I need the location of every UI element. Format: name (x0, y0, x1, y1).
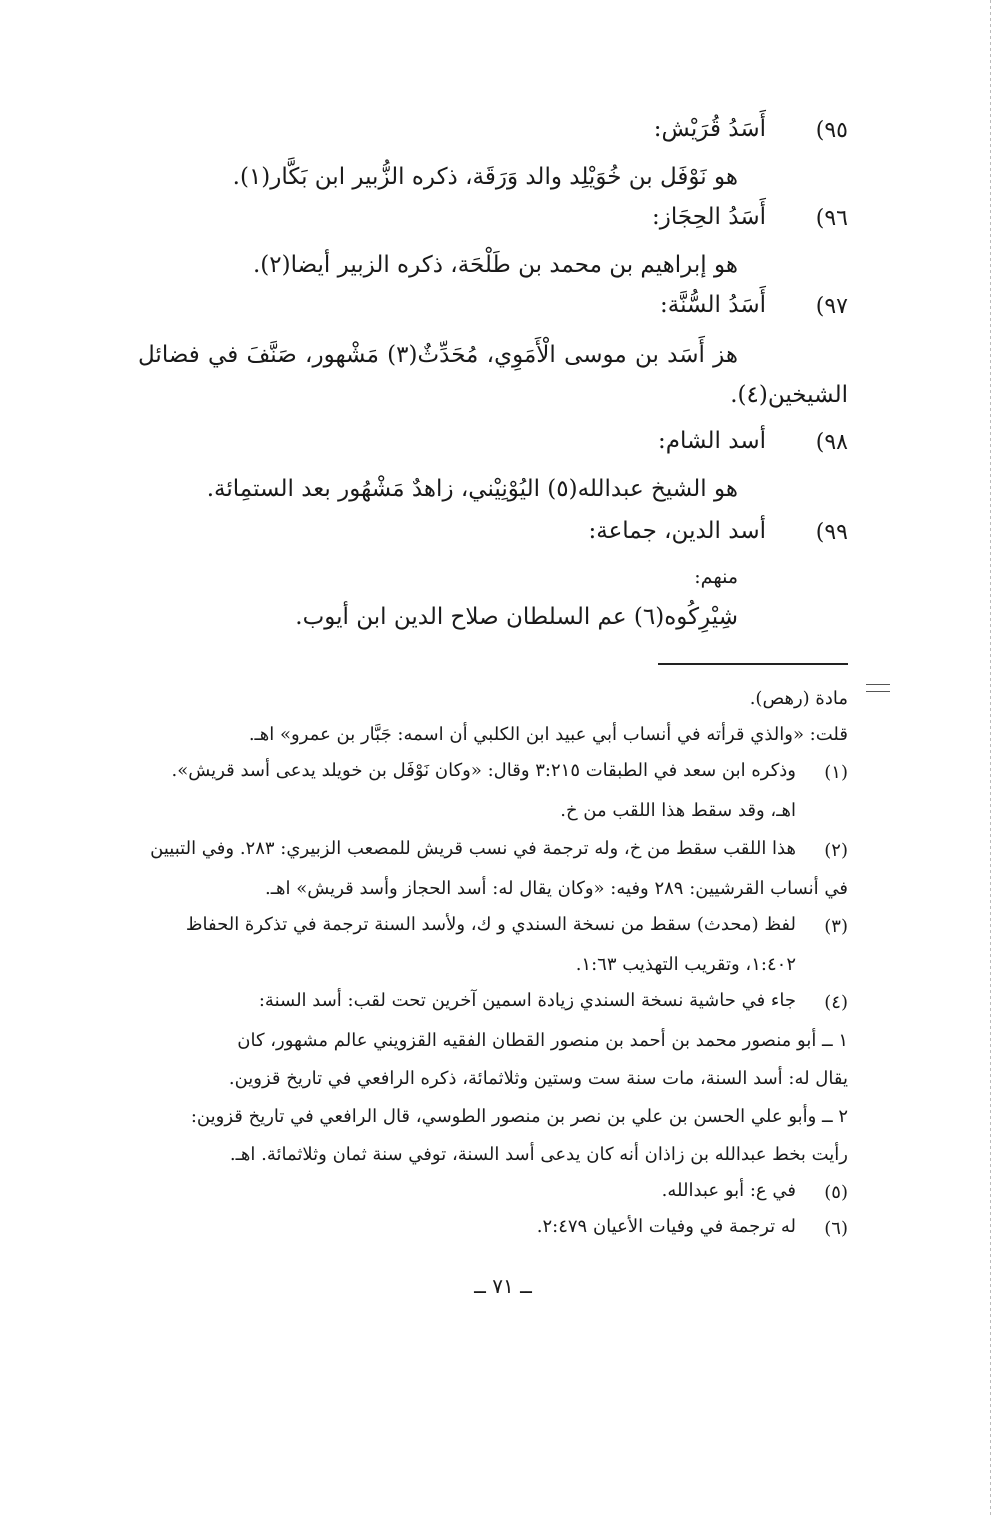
entry-title: أسد الدين، جماعة: (588, 518, 766, 544)
entry-text: هو إبراهيم بن محمد بن طَلْحَة، ذكره الزبير أيضا(٢). (252, 252, 738, 278)
entry-title: أَسَدُ السُّنَّة: (660, 292, 766, 318)
entry-text: هو نَوْفَل بن خُوَيْلِد والد وَرَقَة، ذكره الزُّبير ابن بَكَّار(١). (232, 164, 738, 190)
footnote-text: له ترجمة في وفيات الأعيان ٢:٤٧٩. (536, 1216, 796, 1237)
footnote-text: لفظ (محدث) سقط من نسخة السندي و ك، ولأسد السنة ترجمة في تذكرة الحفاظ (185, 914, 796, 935)
entry-text: شِيْرِكُوه(٦) عم السلطان صلاح الدين ابن أيوب. (295, 604, 738, 630)
footnote-text: ١:٤٠٢، وتقريب التهذيب ١:٦٣. (575, 954, 796, 975)
entry-number: ٩٨) (815, 430, 848, 455)
footnote-continuation: مادة (رهص). (749, 688, 848, 709)
footnote-number: (٥) (824, 1182, 848, 1203)
footnote-text: اهـ، وقد سقط هذا اللقب من خ. (560, 800, 796, 821)
footnote-number: (٣) (824, 916, 848, 937)
footnote-text: يقال له: أسد السنة، مات سنة ست وستين وثلاثمائة، ذكره الرافعي في تاريخ قزوين. (228, 1068, 848, 1089)
entry-number: ٩٥) (815, 118, 848, 143)
entry-number: ٩٩) (815, 520, 848, 545)
footnote-number: (٤) (824, 992, 848, 1013)
entry-number: ٩٦) (815, 206, 848, 231)
footnote-text: في أنساب القرشيين: ٢٨٩ وفيه: «وكان يقال له: أسد الحجاز وأسد قريش» اهـ. (265, 878, 848, 899)
footnote-divider (658, 663, 848, 665)
footnote-number: (٦) (824, 1218, 848, 1239)
entry-number: ٩٧) (815, 294, 848, 319)
entry-title: أَسَدُ قُرَيْش: (653, 116, 766, 142)
page-number: ــ ٧١ ــ (474, 1274, 532, 1298)
entry-text: هو الشيخ عبدالله(٥) اليُوْنِيْني، زاهدٌ مَشْهُور بعد الستمِائة. (206, 476, 738, 502)
entry-title: أَسَدُ الحِجَاز: (651, 204, 766, 230)
footnote-text: ٢ ــ وأبو علي الحسن بن علي بن نصر بن منصور الطوسي، قال الرافعي في تاريخ قزوين: (190, 1106, 848, 1127)
footnote-text: ١ ــ أبو منصور محمد بن أحمد بن منصور القطان الفقيه القزويني عالم مشهور، كان (237, 1030, 848, 1051)
footnote-text: في ع: أبو عبدالله. (661, 1180, 796, 1201)
margin-mark (866, 684, 890, 692)
entry-text: الشيخين(٤). (730, 382, 848, 408)
footnote-continuation: قلت: «والذي قرأته في أنساب أبي عبيد ابن الكلبي أن اسمه: جَبَّار بن عمرو» اهـ. (248, 724, 848, 745)
entry-text: هز أَسَد بن موسى الْأَمَوِي، مُحَدِّثٌ(٣) مَشْهور، صَنَّفَ في فضائل (138, 342, 739, 368)
entry-title: أسد الشام: (658, 428, 766, 454)
footnote-text: جاء في حاشية نسخة السندي زيادة اسمين آخرين تحت لقب: أسد السنة: (258, 990, 796, 1011)
footnote-text: رأيت بخط عبدالله بن زاذان أنه كان يدعى أسد السنة، توفي سنة ثمان وثلاثمائة. اهـ. (229, 1144, 848, 1165)
entry-text: منهم: (694, 566, 738, 588)
footnote-text: وذكره ابن سعد في الطبقات ٣:٢١٥ وقال: «وكان نَوْفَل بن خويلد يدعى أسد قريش». (171, 760, 796, 781)
footnote-number: (٢) (824, 840, 848, 861)
footnote-text: هذا اللقب سقط من خ، وله ترجمة في نسب قريش للمصعب الزبيري: ٢٨٣. وفي التبيين (150, 838, 796, 859)
footnote-number: (١) (824, 762, 848, 783)
